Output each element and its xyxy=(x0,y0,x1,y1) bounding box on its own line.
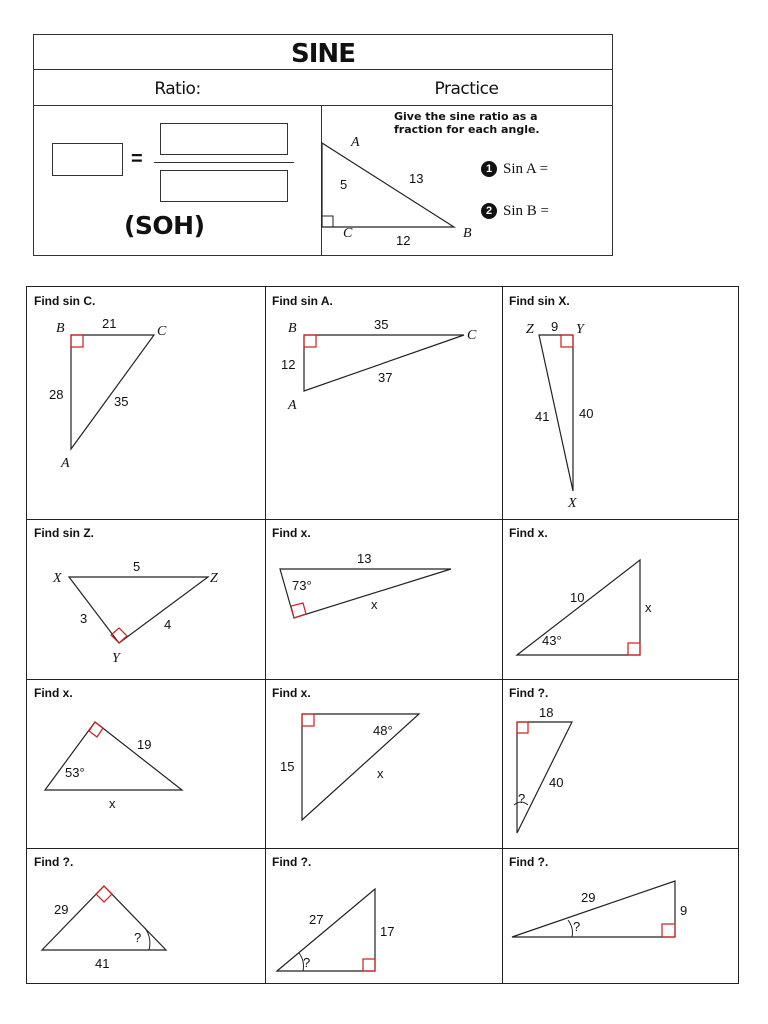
problem-title: Find sin C. xyxy=(34,294,96,308)
question-number: 1 xyxy=(481,161,497,177)
side-label: 17 xyxy=(380,924,395,939)
right-angle-marker xyxy=(662,924,675,937)
triangle-shape xyxy=(42,886,166,950)
problem-cell xyxy=(502,287,740,519)
right-angle-marker xyxy=(89,722,103,737)
angle-label: 73° xyxy=(292,578,312,593)
problem-cell xyxy=(27,287,265,519)
triangle-figure xyxy=(502,679,740,848)
side-label: x xyxy=(377,766,384,781)
side-label: x xyxy=(371,597,378,612)
instruction-line: Give the sine ratio as a xyxy=(394,110,538,123)
problem-title: Find sin A. xyxy=(272,294,333,308)
side-label: 12 xyxy=(396,233,411,248)
sine-reference-card xyxy=(33,34,613,256)
right-angle-marker xyxy=(304,335,316,347)
angle-label: 43° xyxy=(542,633,562,648)
problem-title: Find ?. xyxy=(272,855,312,869)
side-label: 40 xyxy=(579,406,594,421)
triangle-shape xyxy=(302,714,419,820)
vertex-label: Y xyxy=(112,651,120,666)
angle-label: 53° xyxy=(65,765,85,780)
problem-title: Find sin Z. xyxy=(34,526,94,540)
side-label: x xyxy=(109,796,116,811)
vertex-label: B xyxy=(463,226,472,241)
angle-label: ? xyxy=(303,955,311,970)
triangle-figure xyxy=(27,679,265,848)
right-angle-marker xyxy=(96,886,112,902)
side-label: 35 xyxy=(114,394,129,409)
question-text: Sin A = xyxy=(503,161,549,177)
side-label: 19 xyxy=(137,737,152,752)
problem-cell xyxy=(502,519,740,679)
problem-title: Find ?. xyxy=(509,855,549,869)
side-label: 9 xyxy=(680,903,688,918)
problem-grid xyxy=(26,286,739,984)
soh-label: (SOH) xyxy=(124,211,205,240)
angle-label: 48° xyxy=(373,723,393,738)
problem-cell xyxy=(265,848,502,985)
side-label: 13 xyxy=(357,551,372,566)
vertex-label: Z xyxy=(526,322,534,337)
right-angle-marker xyxy=(291,603,306,618)
angle-arc xyxy=(145,928,150,950)
equals-sign: = xyxy=(131,148,143,170)
side-label: 15 xyxy=(280,759,295,774)
triangle-shape xyxy=(277,889,375,971)
right-angle-marker xyxy=(71,335,83,347)
right-angle-marker xyxy=(628,643,640,655)
triangle-shape xyxy=(71,335,154,449)
side-label: 41 xyxy=(95,956,110,971)
practice-triangle xyxy=(34,35,614,257)
vertex-label: B xyxy=(56,321,65,336)
problem-cell xyxy=(265,519,502,679)
right-angle-marker xyxy=(363,959,375,971)
side-label: 10 xyxy=(570,590,585,605)
problem-cell xyxy=(502,679,740,848)
problem-title: Find x. xyxy=(272,686,311,700)
side-label: 29 xyxy=(54,902,69,917)
angle-label: ? xyxy=(134,930,142,945)
triangle-figure xyxy=(265,287,502,519)
problem-title: Find ?. xyxy=(34,855,74,869)
side-label: 37 xyxy=(378,370,393,385)
vertex-label: B xyxy=(288,321,297,336)
side-label: 3 xyxy=(80,611,88,626)
side-label: 12 xyxy=(281,357,296,372)
question-number: 2 xyxy=(481,203,497,219)
problem-title: Find x. xyxy=(509,526,548,540)
side-label: 29 xyxy=(581,890,596,905)
question-text: Sin B = xyxy=(503,203,549,219)
triangle-figure xyxy=(502,519,740,679)
vertex-label: C xyxy=(157,324,167,339)
vertex-label: A xyxy=(351,135,360,150)
ratio-heading: Ratio: xyxy=(154,79,201,99)
side-label: 5 xyxy=(133,559,141,574)
triangle-figure xyxy=(27,519,265,679)
side-label: 41 xyxy=(535,409,550,424)
triangle-figure xyxy=(27,287,265,519)
side-label: 21 xyxy=(102,316,117,331)
right-angle-marker xyxy=(322,216,333,227)
vertex-label: A xyxy=(288,398,297,413)
card-title: SINE xyxy=(291,39,355,69)
vertex-label: C xyxy=(467,328,477,343)
side-label: 18 xyxy=(539,705,554,720)
triangle-figure xyxy=(265,679,502,848)
triangle-shape xyxy=(517,560,640,655)
triangle-figure xyxy=(502,287,740,519)
instruction-line: fraction for each angle. xyxy=(394,123,540,136)
vertex-label: X xyxy=(53,571,62,586)
angle-arc xyxy=(568,920,573,937)
side-label: 27 xyxy=(309,912,324,927)
problem-cell xyxy=(27,679,265,848)
right-angle-marker xyxy=(561,335,573,347)
angle-label: ? xyxy=(518,791,526,806)
triangle-figure xyxy=(265,519,502,679)
vertex-label: C xyxy=(343,226,353,241)
problem-title: Find ?. xyxy=(509,686,549,700)
right-angle-marker xyxy=(302,714,314,726)
practice-question-2[interactable] xyxy=(481,203,549,220)
vertex-label: X xyxy=(568,496,577,511)
right-angle-marker xyxy=(517,722,528,733)
side-label: 5 xyxy=(340,177,348,192)
triangle-figure xyxy=(502,848,740,985)
problem-cell xyxy=(27,848,265,985)
triangle-figure xyxy=(27,848,265,985)
side-label: 35 xyxy=(374,317,389,332)
side-label: 4 xyxy=(164,617,172,632)
side-label: 40 xyxy=(549,775,564,790)
problem-title: Find x. xyxy=(272,526,311,540)
side-label: 28 xyxy=(49,387,64,402)
triangle-shape xyxy=(69,577,208,643)
triangle-shape xyxy=(517,722,572,833)
problem-cell xyxy=(265,679,502,848)
problem-title: Find x. xyxy=(34,686,73,700)
problem-cell xyxy=(265,287,502,519)
problem-title: Find sin X. xyxy=(509,294,570,308)
side-label: 9 xyxy=(551,319,559,334)
triangle-figure xyxy=(265,848,502,985)
angle-label: ? xyxy=(573,919,581,934)
vertex-label: Y xyxy=(576,322,584,337)
practice-question-1[interactable] xyxy=(481,161,548,178)
vertex-label: Z xyxy=(210,571,218,586)
side-label: 13 xyxy=(409,171,424,186)
side-label: x xyxy=(645,600,652,615)
vertex-label: A xyxy=(61,456,70,471)
problem-cell xyxy=(27,519,265,679)
practice-heading: Practice xyxy=(434,79,499,99)
problem-cell xyxy=(502,848,740,985)
